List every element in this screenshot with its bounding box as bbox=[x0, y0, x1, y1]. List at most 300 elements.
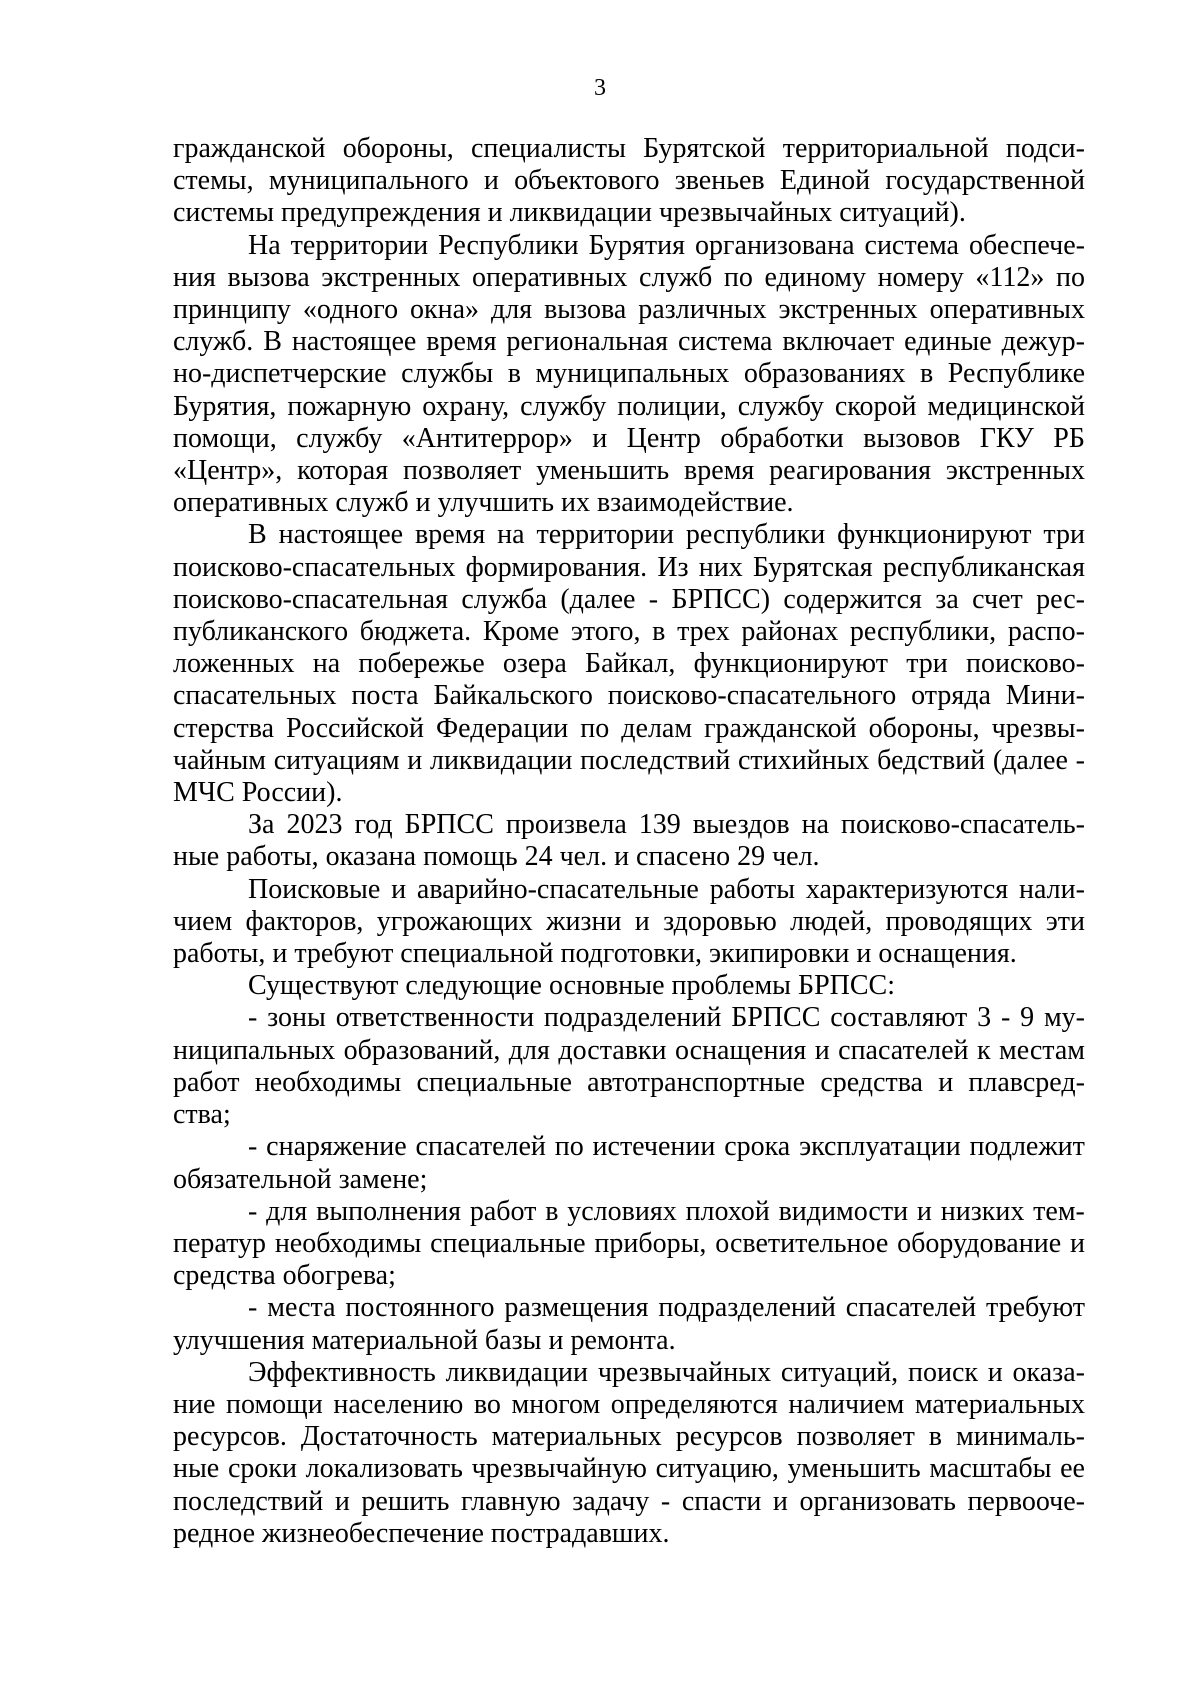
word: подразделений bbox=[543, 1002, 722, 1034]
page-number: 3 bbox=[594, 75, 606, 101]
word: службу bbox=[520, 390, 607, 422]
word: 139 bbox=[638, 809, 681, 841]
word: и bbox=[772, 1485, 788, 1517]
word: задачу bbox=[572, 1485, 650, 1517]
word: которая bbox=[297, 455, 389, 487]
word: 9 bbox=[1020, 1002, 1035, 1034]
word: гражданской bbox=[704, 712, 857, 744]
word: нали- bbox=[1018, 873, 1085, 905]
text-line bbox=[173, 680, 1085, 712]
word: на bbox=[497, 519, 525, 551]
word: оперативных bbox=[929, 294, 1085, 326]
word: поисково-спасательных bbox=[173, 551, 456, 583]
word: и bbox=[634, 905, 650, 937]
word: рес- bbox=[1036, 583, 1085, 615]
word: муниципальных bbox=[535, 358, 730, 390]
word: 2023 bbox=[286, 809, 343, 841]
word: На bbox=[248, 229, 281, 261]
word: Бурятская bbox=[752, 551, 873, 583]
word: вызова bbox=[227, 261, 310, 293]
word: ее bbox=[1060, 1453, 1085, 1485]
word: - bbox=[648, 583, 659, 615]
word: республики, bbox=[849, 616, 997, 648]
word: низких bbox=[940, 1195, 1025, 1227]
word: для bbox=[266, 1195, 308, 1227]
word: людей, bbox=[790, 905, 873, 937]
word: республиканская bbox=[882, 551, 1085, 583]
text-line: МЧС России). bbox=[173, 777, 343, 809]
word: места bbox=[267, 1292, 336, 1324]
word: по bbox=[580, 712, 610, 744]
word: истечении bbox=[592, 1131, 716, 1163]
word: Единой bbox=[779, 165, 871, 197]
text-line bbox=[173, 391, 1085, 423]
text-line: улучшения материальной базы и ремонта. bbox=[173, 1324, 676, 1356]
word: чрезвычайных bbox=[597, 1356, 772, 1388]
word: «Антитеррор» bbox=[401, 422, 573, 454]
word: службу bbox=[737, 390, 824, 422]
word: характеризуются bbox=[805, 873, 1009, 905]
word: служба bbox=[461, 583, 547, 615]
word: Эффективность bbox=[248, 1356, 436, 1388]
word: плохой bbox=[685, 1195, 770, 1227]
word: проводящих bbox=[885, 905, 1033, 937]
word: поисково-спасатель- bbox=[840, 809, 1085, 841]
word: обороны, bbox=[868, 712, 980, 744]
text-line bbox=[173, 358, 1085, 390]
word: стихийных bbox=[738, 744, 870, 776]
word: служб bbox=[639, 261, 713, 293]
word: делам bbox=[621, 712, 693, 744]
word: система bbox=[677, 326, 773, 358]
word: территории bbox=[290, 229, 429, 261]
word: подси- bbox=[1005, 133, 1085, 164]
word: различных bbox=[638, 294, 767, 326]
word: требуют bbox=[986, 1292, 1085, 1324]
text-line bbox=[173, 165, 1085, 197]
word: номеру bbox=[877, 261, 964, 293]
word: принципу bbox=[173, 294, 291, 326]
word: здоровью bbox=[663, 905, 777, 937]
word: государственной bbox=[885, 165, 1085, 197]
word: три bbox=[1043, 519, 1085, 551]
word: единые bbox=[904, 326, 992, 358]
text-line bbox=[173, 584, 1085, 616]
word: локализовать bbox=[305, 1453, 463, 1485]
word: плавсред- bbox=[968, 1066, 1085, 1098]
word: экстренных bbox=[945, 455, 1085, 487]
word: Республики bbox=[438, 229, 579, 261]
word: материальных bbox=[914, 1388, 1085, 1420]
word: доставки bbox=[558, 1034, 667, 1066]
word: составляют bbox=[830, 1002, 968, 1034]
text-line bbox=[173, 906, 1085, 938]
word: реагирования bbox=[769, 455, 931, 487]
word: БРПСС) bbox=[671, 583, 771, 615]
text-line bbox=[173, 230, 1085, 262]
text-line bbox=[173, 874, 1085, 906]
word: приборы, bbox=[594, 1227, 707, 1259]
word: организовать bbox=[799, 1485, 956, 1517]
word: решить bbox=[361, 1485, 450, 1517]
text-line bbox=[173, 1131, 1085, 1163]
word: (далее bbox=[992, 744, 1068, 776]
word: «Центр», bbox=[173, 455, 283, 487]
word: минималь- bbox=[956, 1421, 1085, 1453]
word: службу bbox=[296, 422, 383, 454]
word: вызова bbox=[544, 294, 627, 326]
word: тем- bbox=[1033, 1195, 1085, 1227]
word: наличием bbox=[788, 1388, 905, 1420]
word: организована bbox=[695, 229, 855, 261]
word: эксплуатации bbox=[799, 1131, 961, 1163]
word: подразделений bbox=[658, 1292, 836, 1324]
word: отряда bbox=[911, 680, 991, 712]
word: - bbox=[248, 1292, 258, 1324]
paragraph bbox=[173, 1002, 1085, 1131]
word: включает bbox=[782, 326, 895, 358]
word: распо- bbox=[1007, 616, 1085, 648]
word: настоящее bbox=[278, 519, 404, 551]
word: озера bbox=[502, 648, 567, 680]
word: медицинской bbox=[927, 390, 1085, 422]
word: спасти bbox=[681, 1485, 762, 1517]
text-line: редное жизнеобеспечение пострадавших. bbox=[173, 1517, 670, 1549]
word: этого, bbox=[570, 616, 641, 648]
word: средства bbox=[820, 1066, 923, 1098]
word: 3 bbox=[977, 1002, 992, 1034]
word: поисково-спасательная bbox=[173, 583, 448, 615]
text-line bbox=[173, 1196, 1085, 1228]
word: по bbox=[554, 1131, 584, 1163]
word: ресурсов. bbox=[173, 1421, 287, 1453]
text-line bbox=[173, 294, 1085, 326]
word: специальные bbox=[430, 1227, 586, 1259]
word: главную bbox=[461, 1485, 561, 1517]
word: побережье bbox=[358, 648, 485, 680]
word: оборудование bbox=[897, 1227, 1062, 1259]
word: ние bbox=[173, 1388, 216, 1420]
word: ниципальных bbox=[173, 1034, 336, 1066]
word: но-диспетчерские bbox=[173, 358, 387, 390]
word: - bbox=[1075, 744, 1085, 776]
word: БРПСС bbox=[731, 1002, 821, 1034]
word: ликвидации bbox=[445, 1356, 589, 1388]
word: бедствий bbox=[877, 744, 986, 776]
text-line: работы, и требуют специальной подготовки, экипировки и оснащения. bbox=[173, 938, 1017, 970]
text-line bbox=[173, 262, 1085, 294]
text-line: Существуют следующие основные проблемы БРПСС: bbox=[248, 970, 895, 1002]
word: масштабы bbox=[929, 1453, 1052, 1485]
word: специалисты bbox=[470, 133, 626, 164]
word: службы bbox=[401, 358, 494, 390]
word: чайным bbox=[173, 744, 267, 776]
word: районах bbox=[741, 616, 839, 648]
word: Байкал, bbox=[585, 648, 676, 680]
word: ГКУ bbox=[979, 422, 1034, 454]
word: последствий bbox=[580, 744, 731, 776]
word: вызовов bbox=[863, 422, 961, 454]
word: звеньев bbox=[674, 165, 765, 197]
word: для bbox=[491, 294, 533, 326]
word: время bbox=[426, 326, 497, 358]
text-line bbox=[173, 1389, 1085, 1421]
paragraph bbox=[173, 133, 1085, 230]
word: автотранспортные bbox=[587, 1066, 806, 1098]
word: счет bbox=[972, 583, 1023, 615]
word: гражданской bbox=[173, 133, 326, 164]
text-line bbox=[173, 326, 1085, 358]
word: в bbox=[928, 1421, 943, 1453]
word: «одного bbox=[302, 294, 399, 326]
word: за bbox=[935, 583, 959, 615]
word: стемы, bbox=[173, 165, 254, 197]
word: на bbox=[801, 809, 829, 841]
word: экстренных bbox=[778, 294, 918, 326]
document-body bbox=[173, 133, 1085, 1550]
word: - bbox=[1000, 1002, 1011, 1034]
word: оказа- bbox=[1012, 1356, 1085, 1388]
word: Мини- bbox=[1005, 680, 1085, 712]
word: Байкальского bbox=[433, 680, 593, 712]
word: обороны, bbox=[342, 133, 454, 164]
word: Бурятия, bbox=[173, 390, 277, 422]
word: ситуациям bbox=[273, 744, 400, 776]
word: зоны bbox=[267, 1002, 326, 1034]
word: Бурятия bbox=[588, 229, 686, 261]
word: Кроме bbox=[482, 616, 560, 648]
word: материальных bbox=[491, 1421, 662, 1453]
word: «112» bbox=[975, 261, 1045, 293]
paragraph bbox=[173, 1292, 1085, 1356]
word: на bbox=[312, 648, 341, 680]
word: стерства bbox=[173, 712, 275, 744]
word: образованиях bbox=[743, 358, 906, 390]
word: объектового bbox=[514, 165, 660, 197]
text-line bbox=[173, 552, 1085, 584]
word: размещения bbox=[504, 1292, 649, 1324]
word: ные bbox=[173, 1453, 220, 1485]
word: дежур- bbox=[1001, 326, 1085, 358]
word: чием bbox=[173, 905, 233, 937]
word: видимости bbox=[778, 1195, 909, 1227]
word: функционируют bbox=[693, 648, 888, 680]
word: во bbox=[473, 1388, 501, 1420]
text-line bbox=[173, 745, 1085, 777]
word: полиции, bbox=[617, 390, 727, 422]
text-line bbox=[173, 1067, 1085, 1099]
word: - bbox=[248, 1002, 258, 1034]
word: жизни bbox=[546, 905, 622, 937]
word: служб. bbox=[173, 326, 254, 358]
word: обеспече- bbox=[969, 229, 1085, 261]
word: последствий bbox=[173, 1485, 324, 1517]
word: ложенных bbox=[173, 648, 295, 680]
word: региональная bbox=[506, 326, 669, 358]
text-line: системы предупреждения и ликвидации чрезвычайных ситуаций). bbox=[173, 197, 966, 229]
paragraph bbox=[173, 1131, 1085, 1195]
word: содержится bbox=[783, 583, 922, 615]
text-line bbox=[173, 648, 1085, 680]
text-line bbox=[173, 809, 1085, 841]
word: условиях bbox=[567, 1195, 677, 1227]
word: оперативных bbox=[472, 261, 628, 293]
word: Российской bbox=[286, 712, 425, 744]
text-line bbox=[173, 1421, 1085, 1453]
word: срока bbox=[724, 1131, 791, 1163]
word: единому bbox=[764, 261, 866, 293]
word: поисково- bbox=[966, 648, 1085, 680]
word: За bbox=[248, 809, 275, 841]
word: окна» bbox=[410, 294, 480, 326]
word: БРПСС bbox=[404, 809, 494, 841]
word: образований, bbox=[343, 1034, 501, 1066]
text-line bbox=[173, 1292, 1085, 1324]
word: Центр bbox=[626, 422, 701, 454]
word: снаряжение bbox=[266, 1131, 407, 1163]
word: позволяет bbox=[402, 455, 522, 487]
word: настоящее bbox=[291, 326, 417, 358]
text-line: средства обогрева; bbox=[173, 1260, 396, 1292]
word: чрезвы- bbox=[991, 712, 1085, 744]
word: скорой bbox=[834, 390, 917, 422]
text-line: обязательной замене; bbox=[173, 1163, 428, 1195]
word: Бурятской bbox=[643, 133, 766, 164]
word: спасателей bbox=[415, 1131, 546, 1163]
word: угрожающих bbox=[376, 905, 533, 937]
word: них bbox=[698, 551, 743, 583]
text-line bbox=[173, 1486, 1085, 1518]
word: помощи, bbox=[173, 422, 277, 454]
word: уменьшить bbox=[536, 455, 670, 487]
word: спасателей bbox=[838, 1034, 969, 1066]
word: чрезвычайную bbox=[471, 1453, 647, 1485]
word: Достаточность bbox=[300, 1421, 478, 1453]
word: и bbox=[334, 1485, 350, 1517]
word: в bbox=[507, 358, 521, 390]
word: ператур bbox=[173, 1227, 266, 1259]
word: населению bbox=[333, 1388, 464, 1420]
word: Поисковые bbox=[248, 873, 381, 905]
word: первооче- bbox=[967, 1485, 1085, 1517]
word: бюджета. bbox=[359, 616, 472, 648]
word: работ bbox=[173, 1066, 240, 1098]
word: многом bbox=[511, 1388, 601, 1420]
word: три bbox=[906, 648, 948, 680]
word: обработки bbox=[720, 422, 844, 454]
word: муниципального bbox=[268, 165, 469, 197]
word: уменьшить bbox=[787, 1453, 921, 1485]
word: Из bbox=[657, 551, 689, 583]
word: необходимы bbox=[254, 1066, 402, 1098]
word: территории bbox=[536, 519, 674, 551]
word: специальные bbox=[416, 1066, 572, 1098]
word: и bbox=[814, 1034, 830, 1066]
word: по bbox=[1055, 261, 1085, 293]
word: спасателей bbox=[845, 1292, 977, 1324]
paragraph bbox=[173, 519, 1085, 809]
word: спасательных bbox=[173, 680, 337, 712]
word: время bbox=[684, 455, 755, 487]
word: функционируют bbox=[837, 519, 1032, 551]
word: местам bbox=[998, 1034, 1085, 1066]
word: поста bbox=[351, 680, 419, 712]
text-line: ные работы, оказана помощь 24 чел. и спасено 29 чел. bbox=[173, 841, 820, 873]
word: помощи bbox=[226, 1388, 323, 1420]
text-line bbox=[173, 519, 1085, 551]
word: РБ bbox=[1053, 422, 1085, 454]
word: Федерации bbox=[436, 712, 569, 744]
text-line bbox=[173, 455, 1085, 487]
word: и bbox=[1069, 1227, 1085, 1259]
word: - bbox=[660, 1485, 671, 1517]
word: формирования. bbox=[465, 551, 648, 583]
text-line bbox=[173, 1002, 1085, 1034]
text-line bbox=[173, 1453, 1085, 1485]
word: по bbox=[723, 261, 753, 293]
word: республики bbox=[685, 519, 826, 551]
text-line bbox=[173, 713, 1085, 745]
word: в bbox=[920, 358, 934, 390]
word: и bbox=[987, 1356, 1003, 1388]
word: факторов, bbox=[245, 905, 364, 937]
text-line bbox=[173, 1357, 1085, 1389]
paragraph bbox=[173, 1357, 1085, 1550]
word: - bbox=[248, 1131, 258, 1163]
text-line bbox=[173, 1035, 1085, 1067]
word: год bbox=[354, 809, 393, 841]
word: для bbox=[508, 1034, 550, 1066]
word: Республике bbox=[947, 358, 1085, 390]
word: аварийно-спасательные bbox=[416, 873, 699, 905]
word: В bbox=[248, 519, 267, 551]
text-line bbox=[173, 133, 1085, 165]
paragraph bbox=[173, 874, 1085, 971]
word: поисково-спасательного bbox=[607, 680, 897, 712]
word: к bbox=[976, 1034, 991, 1066]
word: работы bbox=[709, 873, 796, 905]
paragraph bbox=[173, 230, 1085, 520]
word: выполнения bbox=[316, 1195, 461, 1227]
word: выездов bbox=[692, 809, 790, 841]
word: территориальной bbox=[782, 133, 989, 164]
word: позволяет bbox=[796, 1421, 915, 1453]
word: время bbox=[415, 519, 486, 551]
word: (далее bbox=[560, 583, 636, 615]
word: постоянного bbox=[345, 1292, 495, 1324]
word: экстренных bbox=[321, 261, 461, 293]
word: ответственности bbox=[335, 1002, 535, 1034]
word: в bbox=[545, 1195, 559, 1227]
word: ситуацию, bbox=[655, 1453, 779, 1485]
word: сроки bbox=[227, 1453, 297, 1485]
word: подлежит bbox=[969, 1131, 1085, 1163]
text-line bbox=[173, 1228, 1085, 1260]
text-line: ства; bbox=[173, 1099, 231, 1131]
word: оснащения bbox=[674, 1034, 807, 1066]
word: система bbox=[864, 229, 959, 261]
word: му- bbox=[1043, 1002, 1085, 1034]
word: осветительное bbox=[715, 1227, 889, 1259]
word: и bbox=[938, 1066, 954, 1098]
word: и bbox=[407, 744, 423, 776]
paragraph bbox=[173, 809, 1085, 873]
word: ресурсов bbox=[675, 1421, 783, 1453]
word: и bbox=[916, 1195, 932, 1227]
paragraph bbox=[173, 1196, 1085, 1293]
word: пожарную bbox=[287, 390, 412, 422]
word: и bbox=[391, 873, 407, 905]
